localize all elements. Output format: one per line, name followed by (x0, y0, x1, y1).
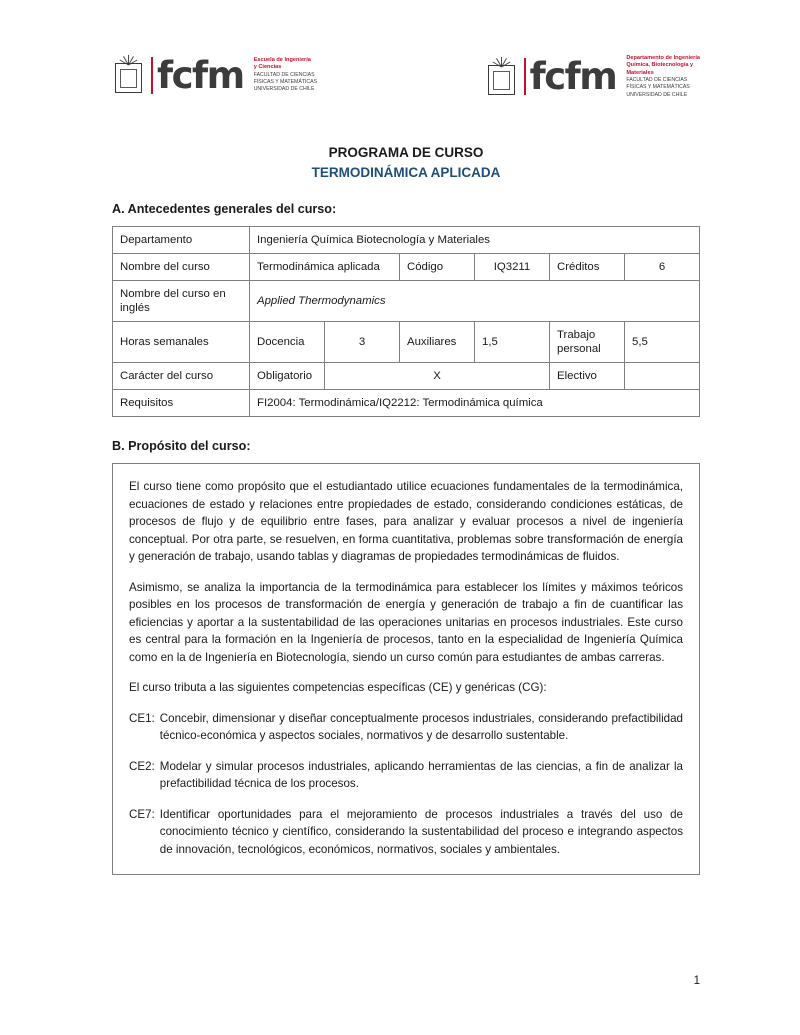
cell-horas-label: Horas semanales (113, 322, 250, 363)
page-number: 1 (693, 975, 700, 987)
cell-docencia-label: Docencia (250, 322, 325, 363)
competency-ce2-text: Modelar y simular procesos industriales, aplicando herramientas de las ciencias, a fin de analizar la prefactibilidad técnica de los procesos. (159, 759, 683, 790)
purpose-paragraph-2: Asimismo, se analiza la importancia de la termodinámica para establecer los límites y máximos teóricos posibles en los procesos de transformación de energía y generación de trabajo a fin de cuantificar las eficiencias y aportar a la sustentabilidad de las operaciones unitarias en procesos industriales. Este curso es central para la formación en la Ingeniería de procesos, tanto en la especialidad de Ingeniería Química como en la de Ingeniería en Biotecnología, siendo un curso común para estudiantes de ambas carreras. (129, 580, 683, 664)
logo-right-line-6: UNIVERSIDAD DE CHILE (626, 91, 688, 98)
table-row-nombre (113, 254, 700, 281)
cell-electivo-label: Electivo (550, 363, 625, 390)
course-info-table (112, 226, 700, 417)
logo-left-line-2: y Ciencias (253, 64, 282, 71)
cell-obligatorio-mark: X (325, 363, 550, 390)
table-row-nombre-ingles (113, 281, 700, 322)
cell-departamento-value: Ingeniería Química Biotecnología y Materiales (250, 227, 700, 254)
logo-left-line-3: FACULTAD DE CIENCIAS (253, 71, 315, 78)
university-seal-icon (112, 55, 146, 95)
section-b-heading: B. Propósito del curso: (112, 439, 251, 453)
page-subtitle: TERMODINÁMICA APLICADA (311, 165, 501, 180)
logo-text-left (250, 57, 317, 93)
competency-ce2 (129, 758, 683, 793)
cell-caracter-label: Carácter del curso (113, 363, 250, 390)
cell-requisitos-label: Requisitos (113, 390, 250, 417)
table-row-departamento (113, 227, 700, 254)
logo-right-line-3: Materiales (626, 69, 654, 76)
competency-ce2-code: CE2: (129, 759, 155, 773)
cell-auxiliares-label: Auxiliares (400, 322, 475, 363)
fcfm-wordmark-left: fcfm (151, 57, 250, 94)
logo-right-line-2: Química, Biotecnología y (626, 62, 694, 69)
competency-ce1-text: Concebir, dimensionar y diseñar conceptualmente procesos industriales, considerando prefactibilidad técnico-económica y aspectos sociales, normativos y de desarrollo sustentable. (159, 711, 683, 742)
logo-text-right (622, 55, 700, 99)
cell-trabajo-label: Trabajo personal (550, 322, 625, 363)
logo-right-line-4: FACULTAD DE CIENCIAS (626, 77, 688, 84)
document-header (112, 55, 700, 125)
competency-ce1-code: CE1: (129, 711, 155, 725)
university-seal-icon-right (485, 57, 519, 97)
cell-trabajo-value: 5,5 (625, 322, 700, 363)
cell-codigo-label: Código (400, 254, 475, 281)
cell-departamento-label: Departamento (113, 227, 250, 254)
competency-ce7-code: CE7: (129, 807, 155, 821)
logo-right-line-1: Departamento de Ingeniería (626, 55, 700, 61)
cell-requisitos-value: FI2004: Termodinámica/IQ2212: Termodinámica química (250, 390, 700, 417)
cell-electivo-mark (625, 363, 700, 390)
logo-right-line-5: FÍSICAS Y MATEMÁTICAS (626, 84, 690, 91)
cell-auxiliares-value: 1,5 (475, 322, 550, 363)
logo-escuela-ingenieria (112, 55, 317, 95)
cell-creditos-label: Créditos (550, 254, 625, 281)
table-row-horas (113, 322, 700, 363)
competency-ce7 (129, 806, 683, 859)
cell-nombre-label: Nombre del curso (113, 254, 250, 281)
page-title: PROGRAMA DE CURSO (328, 145, 484, 160)
logo-left-line-1: Escuela de Ingeniería (253, 56, 311, 63)
purpose-paragraph-3: El curso tributa a las siguientes competencias específicas (CE) y genéricas (CG): (129, 681, 547, 694)
cell-codigo-value: IQ3211 (475, 254, 550, 281)
purpose-paragraph-1: El curso tiene como propósito que el estudiantado utilice ecuaciones fundamentales de la termodinámica, ecuaciones de estado y relaciones entre propiedades de estado, considerando condiciones estáticas, de procesos de flujo y de equilibrio entre fases, para analizar y evaluar procesos a nivel de ingeniería conceptual. Por otra parte, se resuelven, en forma cuantitativa, problemas sobre transformación de energía y generación de trabajo, usando tablas y diagramas de propiedades termodinámicas de fluidos. (129, 480, 683, 563)
fcfm-wordmark-right: fcfm (524, 58, 623, 95)
table-row-caracter (113, 363, 700, 390)
cell-nombre-ingles-value: Applied Thermodynamics (250, 281, 700, 322)
cell-docencia-value: 3 (325, 322, 400, 363)
section-a-heading: A. Antecedentes generales del curso: (112, 202, 337, 216)
table-row-requisitos (113, 390, 700, 417)
logo-left-line-5: UNIVERSIDAD DE CHILE (253, 86, 315, 92)
purpose-box (112, 463, 700, 875)
cell-obligatorio-label: Obligatorio (250, 363, 325, 390)
logo-left-line-4: FÍSICAS Y MATEMÁTICAS (253, 78, 318, 85)
cell-creditos-value: 6 (625, 254, 700, 281)
logo-departamento-iqbm (485, 55, 700, 99)
cell-nombre-value: Termodinámica aplicada (250, 254, 400, 281)
competency-ce7-text: Identificar oportunidades para el mejoramiento de procesos industriales a través del uso de conocimiento técnico y científico, considerando la sustentabilidad del proceso e integrando aspectos de innovación, tecnológicos, económicos, normativos, sociales y ambientales. (159, 807, 683, 856)
competency-ce1 (129, 710, 683, 745)
cell-nombre-ingles-label: Nombre del curso en inglés (113, 281, 250, 322)
